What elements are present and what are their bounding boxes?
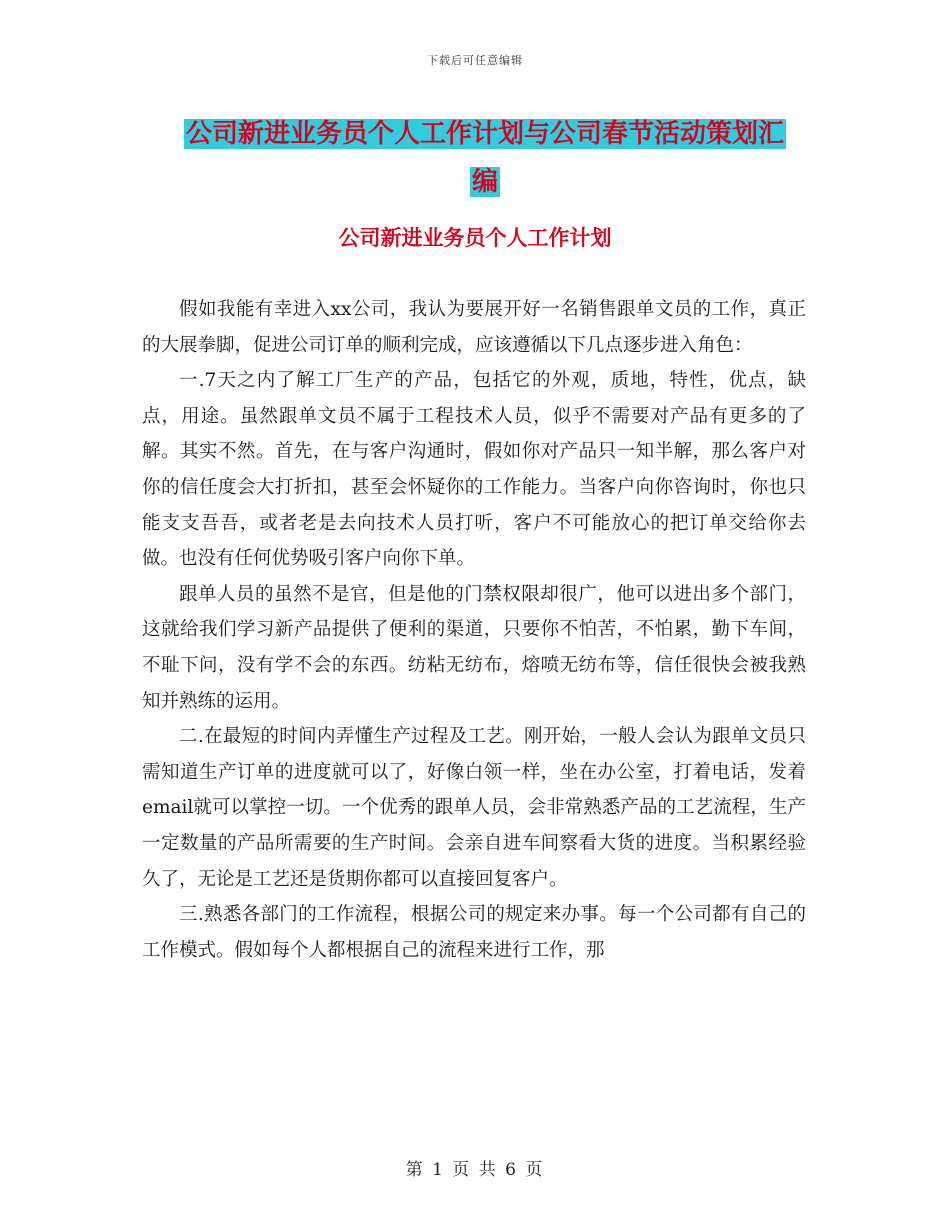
body-text	[142, 292, 806, 968]
document-title	[140, 110, 830, 206]
page-header-note: 下载后可任意编辑	[427, 54, 523, 67]
paragraph: 三.熟悉各部门的工作流程，根据公司的规定来办事。每一个公司都有自己的工作模式。假如每个人都根据自己的流程来进行工作，那	[142, 904, 806, 961]
section-title: 公司新进业务员个人工作计划	[338, 226, 612, 250]
paragraph: 假如我能有幸进入xx公司，我认为要展开好一名销售跟单文员的工作，真正的大展拳脚，促进公司订单的顺利完成，应该遵循以下几点逐步进入角色：	[142, 299, 806, 356]
document-title-line-2: 编	[471, 167, 498, 197]
paragraph: 二.在最短的时间内弄懂生产过程及工艺。刚开始，一般人会认为跟单文员只需知道生产订单的进度就可以了，好像白领一样，坐在办公室，打着电话，发着email就可以掌控一切。一个优秀的跟单人员，会非常熟悉产品的工艺流程，生产一定数量的产品所需要的生产时间。会亲自进车间察看大货的进度。当积累经验久了，无论是工艺还是货期你都可以直接回复客户。	[142, 726, 806, 890]
paragraph: 一.7天之内了解工厂生产的产品，包括它的外观，质地，特性，优点，缺点，用途。虽然跟单文员不属于工程技术人员，似乎不需要对产品有更多的了解。其实不然。首先，在与客户沟通时，假如你对产品只一知半解，那么客户对你的信任度会大打折扣，甚至会怀疑你的工作能力。当客户向你咨询时，你也只能支支吾吾，或者老是去向技术人员打听，客户不可能放心的把订单交给你去做。也没有任何优势吸引客户向你下单。	[142, 370, 806, 570]
document-title-line-1: 公司新进业务员个人工作计划与公司春节活动策划汇	[185, 119, 784, 149]
page-footer: 第 1 页 共 6 页	[405, 1160, 545, 1180]
paragraph: 跟单人员的虽然不是官，但是他的门禁权限却很广，他可以进出多个部门，这就给我们学习新产品提供了便利的渠道，只要你不怕苦，不怕累，勤下车间，不耻下问，没有学不会的东西。纺粘无纺布，熔喷无纺布等，信任很快会被我熟知并熟练的运用。	[142, 583, 806, 712]
